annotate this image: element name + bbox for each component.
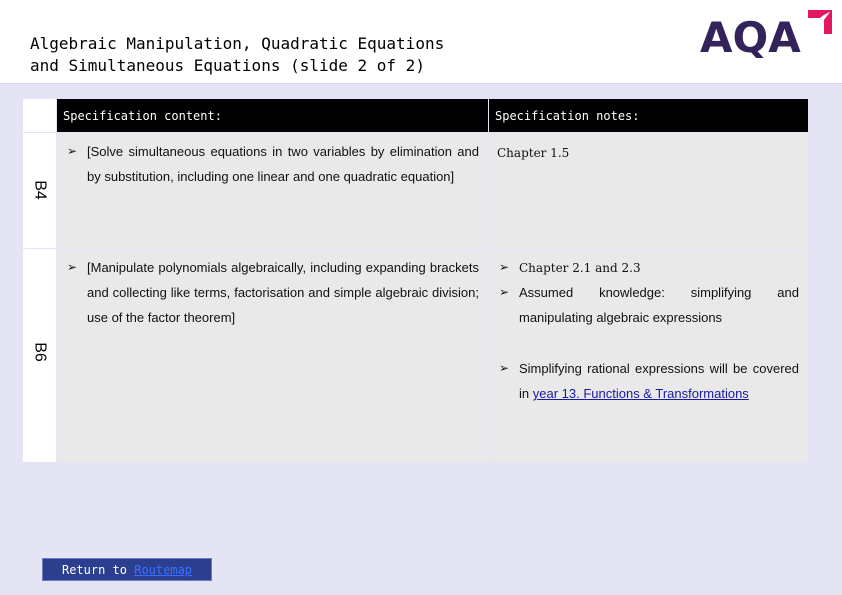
row-code-label: B6	[31, 342, 49, 362]
slide-header	[0, 0, 842, 83]
notes-assumed-item: ➢ Assumed knowledge: simplifying and manipulating algebraic expressions	[519, 280, 799, 330]
row-b4-notes	[489, 133, 808, 248]
return-prefix: Return to	[61, 563, 127, 577]
return-to-routemap-button[interactable]	[42, 558, 212, 581]
arrow-bullet-icon: ➢	[67, 144, 78, 158]
row-b6-notes	[489, 249, 808, 462]
arrow-bullet-icon: ➢	[499, 285, 510, 299]
row-code-label: B4	[31, 180, 49, 200]
svg-text:AQA: AQA	[700, 13, 801, 58]
page-title	[30, 33, 444, 77]
corner-cell	[23, 99, 56, 132]
specification-table	[23, 99, 808, 463]
row-code-b6	[23, 249, 56, 462]
notes-chapter-item: ➢ Chapter 2.1 and 2.3	[519, 255, 799, 281]
content-text: ➢ [Manipulate polynomials algebraically, including expanding brackets and collecting like terms, factorisation and simple algebraic division; use of the factor theorem]	[87, 255, 479, 330]
row-b4-content	[57, 133, 488, 248]
header-divider	[0, 83, 842, 84]
routemap-link[interactable]: Routemap	[134, 563, 193, 577]
header-spec-content: Specification content:	[57, 99, 488, 132]
notes-chapter: Chapter 1.5	[497, 146, 570, 160]
aqa-logo	[700, 8, 834, 58]
arrow-bullet-icon: ➢	[499, 260, 510, 274]
notes-rational-item: ➢ Simplifying rational expressions will be covered in year 13. Functions & Transformations	[519, 356, 799, 406]
row-b6-content	[57, 249, 488, 462]
title-line-1: Algebraic Manipulation, Quadratic Equations	[30, 34, 445, 53]
content-text: ➢ [Solve simultaneous equations in two variables by elimination and by substitution, including one linear and one quadratic equation]	[87, 139, 479, 189]
title-line-2: and Simultaneous Equations (slide 2 of 2)	[30, 56, 425, 75]
arrow-bullet-icon: ➢	[499, 361, 510, 375]
row-code-b4	[23, 133, 56, 248]
header-spec-notes: Specification notes:	[489, 99, 808, 132]
functions-transformations-link[interactable]: year 13. Functions & Transformations	[532, 386, 749, 401]
arrow-bullet-icon: ➢	[67, 260, 78, 274]
